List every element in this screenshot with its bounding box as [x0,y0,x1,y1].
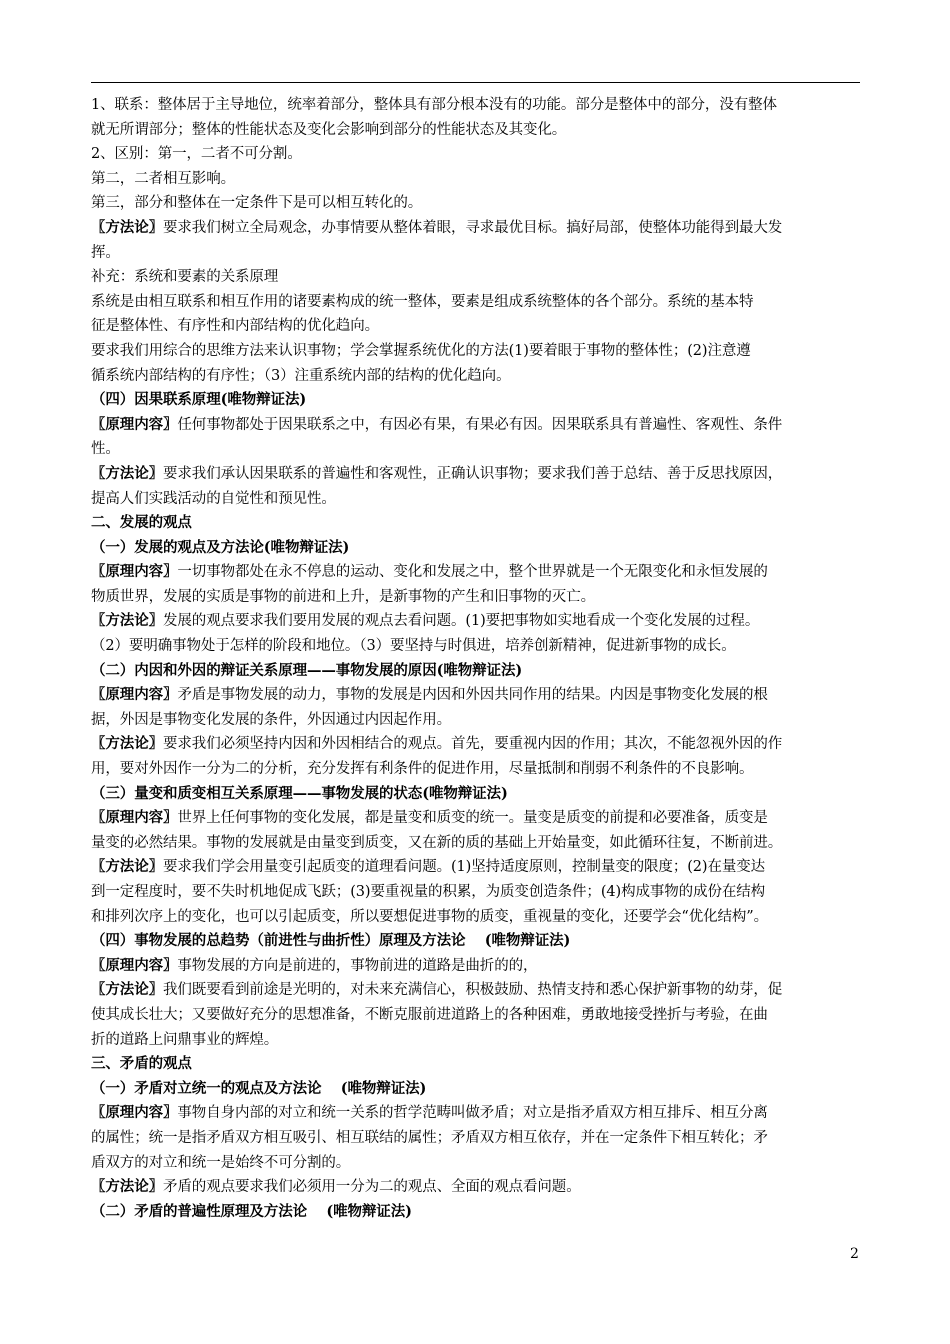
text-line [91,855,860,880]
section-heading: 三、矛盾的观点 [91,1055,192,1073]
line-text: 用，要对外因作一分为二的分析，充分发挥有利条件的促进作用，尽量抵制和削弱不利条件的不良影响。 [91,761,754,778]
bracket-label: 〖原理内容〗 [91,563,178,581]
line-text: 要求我们承认因果联系的普遍性和客观性，正确认识事物；要求我们善于总结、善于反思找原因， [163,465,783,482]
text-line [91,167,860,192]
bracket-label: 〖方法论〗 [91,981,163,999]
bracket-label: 〖方法论〗 [91,735,163,753]
text-line [91,1101,860,1126]
line-text: 要求我们用综合的思维方法来认识事物；学会掌握系统优化的方法(1)要着眼于事物的整体性；(2)注意遵 [91,342,751,359]
bracket-label: 〖方法论〗 [91,1178,163,1196]
line-text: 物质世界，发展的实质是事物的前进和上升，是新事物的产生和旧事物的灭亡。 [91,588,595,605]
text-line [91,487,860,512]
text-line [91,831,860,856]
text-line [91,585,860,610]
bracket-label: 〖方法论〗 [91,858,163,876]
section-heading: （二）矛盾的普遍性原理及方法论 (唯物辩证法) [91,1202,412,1220]
line-text: （2）要明确事物处于怎样的阶段和地位。（3）要坚持与时俱进，培养创新精神，促进新事物的成长。 [91,638,736,655]
text-line [91,1003,860,1028]
text-line [91,462,860,487]
body-text [91,93,860,1224]
text-line [91,93,860,118]
bracket-label: 〖方法论〗 [91,612,163,630]
line-text: 发展的观点要求我们要用发展的观点去看问题。(1)要把事物如实地看成一个变化发展的过程。 [163,613,760,630]
bracket-label: 〖方法论〗 [91,218,163,236]
bracket-label: 〖方法论〗 [91,464,163,482]
text-line [91,978,860,1003]
line-text: 据，外因是事物变化发展的条件，外因通过内因起作用。 [91,711,451,728]
line-text: 征是整体性、有序性和内部结构的优化趋向。 [91,318,379,335]
line-text: 事物发展的方向是前进的，事物前进的道路是曲折的的， [177,957,538,974]
section-heading: （四）事物发展的总趋势（前进性与曲折性）原理及方法论 (唯物辩证法) [91,932,571,950]
line-text: 第三，部分和整体在一定条件下是可以相互转化的。 [91,195,423,212]
text-line [91,1028,860,1053]
text-line [91,191,860,216]
text-line [91,1175,860,1200]
text-line [91,1126,860,1151]
text-line [91,339,860,364]
line-text: 提高人们实践活动的自觉性和预见性。 [91,490,336,507]
line-text: 盾双方的对立和统一是始终不可分割的。 [91,1154,351,1171]
line-text: 矛盾是事物发展的动力，事物的发展是内因和外因共同作用的结果。内因是事物变化发展的根 [177,687,768,704]
line-text: 到一定程度时，要不失时机地促成飞跃；(3)要重视量的积累，为质变创造条件；(4)构成事物的成份在结构 [91,884,766,900]
text-line [91,290,860,315]
line-text: 使其成长壮大；又要做好充分的思想准备，不断克服前进道路上的各种困难，勇敢地接受挫折与考验，在曲 [91,1006,768,1023]
line-text: 折的道路上问鼎事业的辉煌。 [91,1031,279,1048]
bracket-label: 〖原理内容〗 [91,809,178,827]
section-heading: 二、发展的观点 [91,514,192,532]
text-line [91,905,860,930]
text-line [91,1151,860,1176]
section-heading: （四）因果联系原理(唯物辩证法) [91,391,307,409]
text-line [91,880,860,905]
text-line [91,954,860,979]
line-text: 挥。 [91,244,120,261]
line-text: 矛盾的观点要求我们必须用一分为二的观点、全面的观点看问题。 [163,1179,581,1196]
text-line [91,560,860,585]
text-line [91,364,860,389]
text-line [91,314,860,339]
text-line [91,732,860,757]
line-text: 要求我们树立全局观念，办事情要从整体着眼，寻求最优目标。搞好局部，使整体功能得到最大发 [163,219,783,236]
text-line [91,413,860,438]
line-text: 系统是由相互联系和相互作用的诸要素构成的统一整体，要素是组成系统整体的各个部分。系统的基本特 [91,293,754,310]
text-line [91,683,860,708]
line-text: 性。 [91,441,120,458]
line-text: 循系统内部结构的有序性；（3）注重系统内部的结构的优化趋向。 [91,367,511,384]
line-text: 1、联系：整体居于主导地位，统率着部分，整体具有部分根本没有的功能。部分是整体中的部分，没有整体 [91,97,777,113]
bracket-label: 〖原理内容〗 [91,1104,178,1122]
document-page [91,82,860,1224]
bracket-label: 〖原理内容〗 [91,956,178,974]
line-text: 和排列次序上的变化，也可以引起质变，所以要想促进事物的质变，重视量的变化，还要学会“优化结构”。 [91,908,769,925]
line-text: 任何事物都处于因果联系之中，有因必有果，有果必有因。因果联系具有普遍性、客观性、条件 [177,416,783,433]
line-text: 量变的必然结果。事物的发展就是由量变到质变，又在新的质的基础上开始量变，如此循环往复，不断前进。 [91,834,783,851]
line-text: 的属性；统一是指矛盾双方相互吸引、相互联结的属性；矛盾双方相互依存，并在一定条件下相互转化；矛 [91,1129,768,1146]
section-heading: （一）发展的观点及方法论(唯物辩证法) [91,538,350,556]
line-text: 就无所谓部分；整体的性能状态及变化会影响到部分的性能状态及其变化。 [91,121,567,138]
bracket-label: 〖原理内容〗 [91,686,178,704]
page-number: 2 [850,1246,859,1262]
text-line [91,265,860,290]
line-text: 世界上任何事物的变化发展，都是量变和质变的统一。量变是质变的前提和必要准备，质变是 [177,810,768,827]
line-text: 补充：系统和要素的关系原理 [91,269,279,286]
text-line [91,806,860,831]
header-rule [91,82,860,83]
section-heading: （一）矛盾对立统一的观点及方法论 (唯物辩证法) [91,1079,427,1097]
line-text: 一切事物都处在永不停息的运动、变化和发展之中，整个世界就是一个无限变化和永恒发展的 [177,564,768,581]
line-text: 要求我们学会用量变引起质变的道理看问题。(1)坚持适度原则，控制量变的限度；(2)在量变达 [163,859,766,876]
text-line [91,216,860,241]
line-text: 2、区别：第一，二者不可分割。 [91,146,302,163]
text-line [91,142,860,167]
line-text: 我们既要看到前途是光明的，对未来充满信心，积极鼓励、热情支持和悉心保护新事物的幼芽，促 [163,982,783,999]
text-line [91,708,860,733]
text-line [91,609,860,634]
text-line [91,241,860,266]
section-heading: （二）内因和外因的辩证关系原理——事物发展的原因(唯物辩证法) [91,661,523,679]
line-text: 事物自身内部的对立和统一关系的哲学范畴叫做矛盾；对立是指矛盾双方相互排斥、相互分离 [177,1105,768,1122]
line-text: 要求我们必须坚持内因和外因相结合的观点。首先，要重视内因的作用；其次，不能忽视外因的作 [163,736,783,753]
text-line [91,437,860,462]
line-text: 第二，二者相互影响。 [91,170,235,187]
text-line [91,757,860,782]
text-line [91,118,860,143]
bracket-label: 〖原理内容〗 [91,415,178,433]
text-line [91,634,860,659]
section-heading: （三）量变和质变相互关系原理——事物发展的状态(唯物辩证法) [91,784,508,802]
